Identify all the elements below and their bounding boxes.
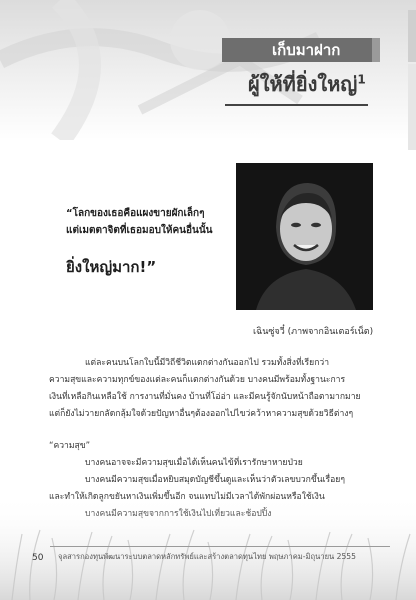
article-title — [248, 68, 366, 100]
paragraph-2: บางคนอาจจะมีความสุขเมื่อได้เห็นคนไข้ที่เรารักษาหายป่วย — [85, 458, 303, 468]
quote-line-2: แต่เมตตาจิตที่เธอมอบให้คนอื่นนั้น — [66, 225, 213, 236]
paragraph-1-line-4: แต่ก็ยังไม่วายกลัดกลุ้มใจด้วยปัญหาอื่นๆต้องออกไปไขว่คว้าหาความสุขด้วยวิธีต่างๆ — [49, 409, 354, 419]
pull-quote — [66, 205, 236, 279]
paragraph-1-line-3: เงินที่เหลือกินเหลือใช้ การงานที่มั่นคง บ้านที่โอ่อ่า และมีคนรู้จักนับหน้าถือตามากมาย — [49, 392, 361, 402]
edge-tab-light — [408, 64, 416, 150]
paragraph-3: บางคนมีความสุขเมื่อหยิบสมุดบัญชีขึ้นดูและเห็นว่าตัวเลขบวกขึ้นเรื่อยๆ — [85, 475, 345, 485]
portrait-photo — [236, 163, 373, 310]
photo-caption: เฉินซู่จวี๋ (ภาพจากอินเตอร์เน็ต) — [253, 327, 374, 337]
edge-tab — [408, 10, 416, 62]
article-title-text: ผู้ให้ที่ยิ่งใหญ่ — [248, 72, 358, 96]
quote-line-1: “โลกของเธอคือแผงขายผักเล็กๆ — [66, 208, 205, 219]
footnote-mark: 1 — [357, 72, 366, 87]
page-number: 50 — [32, 553, 44, 563]
sub-heading: “ความสุข” — [49, 441, 91, 451]
running-footer: จุลสารกองทุนพัฒนาระบบตลาดหลักทรัพย์และสร้างตลาดทุนไทย พฤษภาคม-มิถุนายน 2555 — [58, 552, 356, 561]
quote-emphasis: ยิ่งใหญ่มาก!” — [66, 258, 157, 276]
section-tag: เก็บมาฝาก — [222, 38, 372, 62]
title-underline — [225, 104, 368, 106]
footer-rule — [50, 546, 390, 547]
paragraph-1-line-2: ความสุขและความทุกข์ของแต่ละคนก็แตกต่างกันด้วย บางคนมีพร้อมทั้งฐานะการ — [49, 375, 346, 385]
footer-grass-decoration — [0, 494, 416, 600]
paragraph-1: แต่ละคนบนโลกใบนี้มีวิถีชีวิตแตกต่างกันออกไป รวมทั้งสิ่งที่เรียกว่า — [85, 358, 330, 368]
